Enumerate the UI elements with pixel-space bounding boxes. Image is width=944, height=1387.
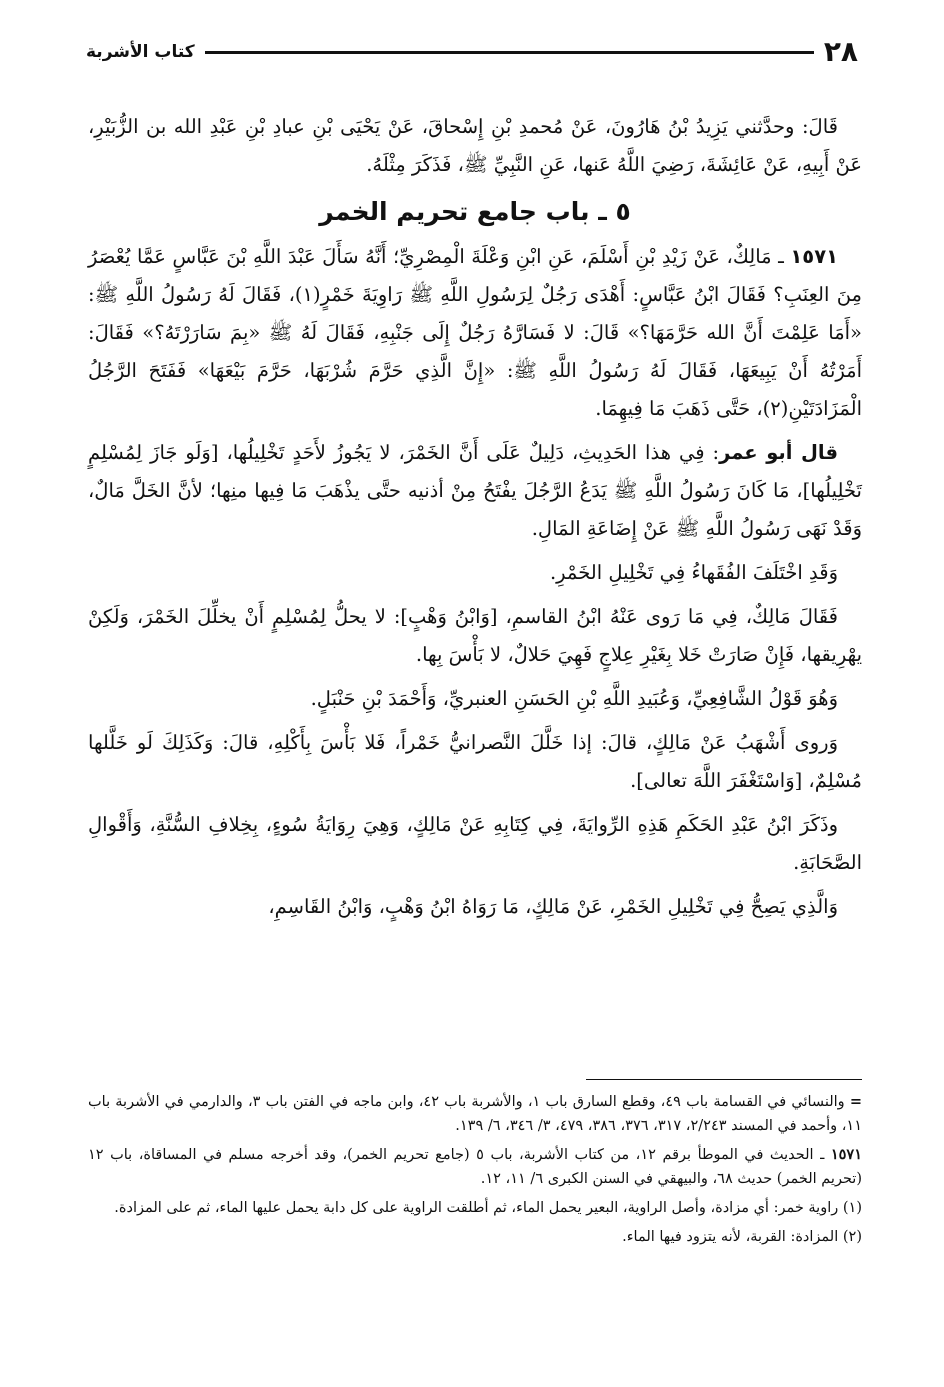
intro-paragraph: قَالَ: وحدَّثني يَزِيدُ بْنُ هَارُونَ، عَنْ مُحمدِ بْنِ إِسْحاقَ، عَنْ يَحْيَى بْنِ عبادِ بْنِ عَبْدِ الله بن الزُّبَيْرِ، عَنْ أَبِيهِ، عَنْ عَائِشَةَ، رَضِيَ اللَّهُ عَنها، عَنِ النَّبِيِّ ﷺ، فَذَكَرَ مِثْلَهُ. [88,115,862,176]
footnote-2 [88,1225,862,1249]
abu-umar-text: : فِي هذا الحَدِيثِ، دَلِيلٌ عَلَى أَنَّ الخَمْرَ، لا يَجُوزُ لأَحَدٍ تَخْلِيلُها، [وَلَو جَازَ لِمُسْلِمٍ تَخْلِيلُها]، مَا كَانَ رَسُولُ اللَّهِ ﷺ يَدَعُ الرَّجُلَ يفْتَحُ مِنْ أذنيه حتَّى يذْهَبَ مَا فِيها منِها؛ لأنَّ الخَلَّ مَالٌ، وَقَدْ نَهَى رَسُولُ اللَّهِ ﷺ عَنْ إِضَاعَةِ المَالِ. [88,441,862,540]
paragraph-3: وَهُوَ قَوْلُ الشَّافِعِيِّ، وَعُبَيدِ اللَّهِ بْنِ الحَسَنِ العنبريِّ، وَأَحْمَدَ بْنِ حَنْبَلٍ. [310,687,838,710]
hadith-number: ١٥٧١ [790,245,838,268]
chapter-title: ٥ ـ باب جامع تحريم الخمر [319,197,631,226]
footnotes [88,1090,862,1254]
hadith-paragraph [88,238,862,428]
paragraph-5: وذَكَرَ ابْنُ عَبْدِ الحَكَمِ هَذِهِ الرِّوايَةَ، فِي كِتَابِهِ عَنْ مَالِكٍ، وَهِيَ رِوَايَةُ سُوءٍ، بِخِلافِ السُّنَّةِ، وَأَقْوالِ الصَّحَابَةِ. [88,813,862,874]
header-rule [205,51,814,54]
abu-umar-label: قال أبو عمر [719,441,839,464]
footnote-separator [586,1079,862,1080]
footnote-text: راوية خمر: أي مزادة، وأصل الراوية، البعير يحمل الماء، ثم أطلقت الراوية على كل دابة يحمل عليها الماء، ثم على المزادة. [114,1200,843,1216]
footnote-marker: = [849,1093,862,1110]
footnote-marker: (١) [842,1200,862,1216]
footnote-text: والنسائي في القسامة باب ٤٩، وقطع السارق باب ١، والأشربة باب ٤٢، وابن ماجه في الفتن باب ٣، والدارمي في الأشربة باب ١١، وأحمد في المسند ٢/٢٤٣، ٣١٧، ٣٧٦، ٣٨٦، ٤٧٩، ٣/ ٣٤٦، ٦/ ١٣٩. [88,1094,862,1134]
page-number: ٢٨ [823,35,858,68]
footnote-text: ـ الحديث في الموطأ برقم ١٢، من كتاب الأشربة، باب ٥ (جامع تحريم الخمر)، وقد أخرجه مسلم في المساقاة، باب ١٢ (تحريم الخمر) حديث ٦٨، والبيهقي في السنن الكبرى ٦/ ١١، ١٢. [88,1147,862,1187]
running-header [86,34,858,70]
footnote-marker: (٢) [842,1229,862,1245]
footnote-text: المزادة: القربة، لأنه يتزود فيها الماء. [622,1229,843,1245]
book-title: كتاب الأشربة [86,42,195,62]
paragraph-2: فَقَالَ مَالِكٌ، فِي مَا رَوى عَنْهُ ابْنُ القاسمِ، [وَابْنُ وَهْبٍ]: لا يحلُّ لِمُسْلِمٍ أَنْ يخلِّلَ الخَمْرَ، وَلَكِنْ يهْرِيقها، فَإِنْ صَارَتْ خَلا بِغَيْرِ عِلاجٍ فَهِيَ حَلالٌ، لا بَأْسَ بِها. [88,605,862,666]
footnote-hadith [88,1143,862,1191]
paragraph-6: وَالَّذِي يَصِحُّ فِي تَخْلِيلِ الخَمْرِ، عَنْ مَالِكٍ، مَا رَوَاهُ ابْنُ وَهْبٍ، وَابْنُ القَاسِمِ، [268,895,838,918]
footnote-continued [88,1090,862,1138]
paragraph-1: وَقَدِ اخْتَلَفَ الفُقَهاءُ فِي تَخْلِيلِ الخَمْرِ. [549,561,838,584]
hadith-text: ـ مَالِكٌ، عَنْ زَيْدِ بْنِ أَسْلَمَ، عَنِ ابْنِ وَعْلَةَ الْمِصْرِيِّ؛ أَنَّهُ سَأَلَ عَبْدَ اللَّهِ بْنَ عَبَّاسٍ عَمَّا يُعْصَرُ مِنَ العِنَبِ؟ فَقَالَ ابْنُ عَبَّاسٍ: أَهْدَى رَجُلٌ لِرَسُولِ اللَّهِ ﷺ رَاوِيَةَ خَمْرٍ(١)، فَقَالَ لَهُ رَسُولُ اللَّهِ ﷺ: «أَمَا عَلِمْتَ أَنَّ الله حَرَّمَهَا؟» قَالَ: لا فَسَارَّهُ رَجُلٌ إِلَى جَنْبِهِ، فَقَالَ لَهُ ﷺ «بِمَ سَارَرْتَهُ؟» فَقَالَ: أَمَرْتُهُ أَنْ يَبِيعَهَا، فَقَالَ لَهُ رَسُولُ اللَّهِ ﷺ: «إِنَّ الَّذِي حَرَّمَ شُرْبَهَا، حَرَّمَ بَيْعَهَا» فَفَتَحَ الرَّجُلُ الْمَزَادَتَيْنِ(٢)، حَتَّى ذَهَبَ مَا فِيهِمَا. [88,245,862,420]
abu-umar-paragraph [88,434,862,548]
main-text [88,108,862,932]
footnote-1 [88,1196,862,1220]
footnote-marker: ١٥٧١ [830,1146,862,1163]
paragraph-4: وَروى أَشْهَبُ عَنْ مَالِكٍ، قالَ: إذا خَلَّلَ النَّصرانيُّ خَمْراً، فَلا بَأْسَ بِأَكْلِهِ، قالَ: وَكَذَلِكَ لَو خَلَّلها مُسْلِمٌ، [وَاسْتَغْفَرَ اللَّهَ تعالى]. [88,731,862,792]
